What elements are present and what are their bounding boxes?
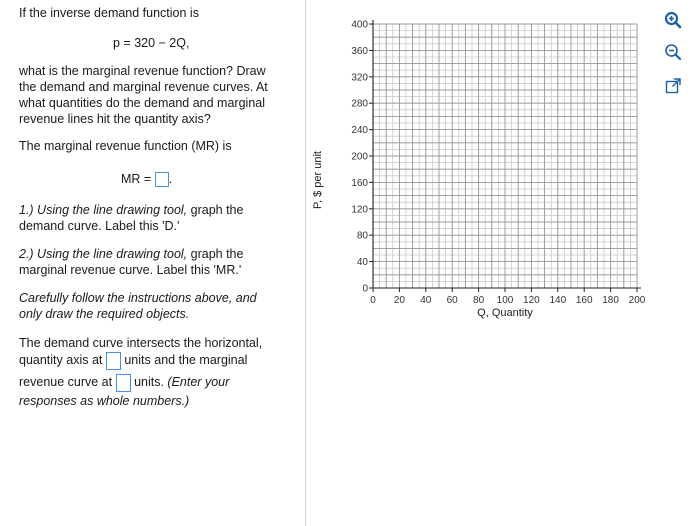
demand-intercept-input[interactable] [106, 352, 121, 370]
prompt-line: the demand and marginal revenue curves. At [19, 80, 268, 94]
zoom-out-icon [664, 43, 682, 61]
x-tick-label: 60 [446, 295, 458, 306]
y-tick-label: 400 [351, 19, 368, 31]
zoom-out-button[interactable] [662, 41, 684, 63]
x-tick-label: 20 [393, 295, 405, 306]
prompt-line: what quantities do the demand and marginal [19, 96, 265, 110]
intersect-line3 [19, 372, 229, 392]
intro-text: If the inverse demand function is [19, 6, 199, 20]
y-tick-label: 120 [351, 204, 368, 216]
mr-intercept-input[interactable] [116, 374, 131, 392]
y-tick-label: 40 [356, 257, 368, 269]
x-tick-label: 100 [496, 295, 514, 306]
x-tick-label: 40 [420, 295, 432, 306]
x-tick-label: 120 [523, 295, 540, 306]
mr-label: MR = [121, 172, 152, 186]
intersect-b-pre: revenue curve at [19, 375, 113, 389]
y-tick-label: 160 [351, 177, 368, 189]
step1-line2: demand curve. Label this 'D.' [19, 219, 180, 233]
intersect-line1: The demand curve intersects the horizontal, [19, 336, 263, 350]
step2-line [19, 247, 243, 263]
step1-line [19, 203, 243, 219]
x-tick-label: 140 [549, 295, 567, 306]
mr-answer-input[interactable] [155, 172, 169, 187]
popout-icon [664, 77, 682, 95]
careful-line: Carefully follow the instructions above, and [19, 291, 257, 305]
x-tick-label: 200 [628, 295, 646, 306]
y-tick-label: 0 [362, 283, 368, 295]
y-tick-label: 280 [351, 98, 368, 110]
intersect-a-post: units and the marginal [124, 353, 248, 367]
x-axis-title: Q, Quantity [477, 307, 533, 319]
y-tick-label: 240 [351, 125, 368, 137]
question-panel [0, 0, 306, 526]
intersect-b-post: units. [130, 375, 164, 389]
intersect-last: responses as whole numbers.) [19, 394, 190, 408]
intersect-b-italic: (Enter your [163, 375, 230, 389]
step1-italic: 1.) Using the line drawing tool, [19, 203, 188, 217]
careful-line: only draw the required objects. [19, 307, 190, 321]
y-axis-title: P, $ per unit [312, 151, 324, 209]
prompt-line: revenue lines hit the quantity axis? [19, 112, 211, 126]
popout-button[interactable] [662, 75, 684, 97]
x-tick-label: 80 [473, 295, 485, 306]
step2-line2: marginal revenue curve. Label this 'MR.' [19, 263, 242, 277]
y-tick-label: 80 [356, 230, 368, 242]
y-tick-label: 320 [351, 72, 368, 84]
mr-intro-text: The marginal revenue function (MR) is [19, 139, 232, 153]
mr-suffix: . [168, 172, 173, 186]
step1-rest: graph the [187, 203, 244, 217]
mr-equation [121, 172, 172, 187]
prompt-line: what is the marginal revenue function? Draw [19, 64, 266, 78]
x-tick-label: 160 [575, 295, 593, 306]
x-tick-label: 0 [370, 295, 376, 306]
intersect-a-pre: quantity axis at [19, 353, 103, 367]
demand-equation: p = 320 − 2Q, [113, 36, 190, 50]
step2-rest: graph the [187, 247, 244, 261]
intersect-line2 [19, 350, 247, 370]
zoom-in-button[interactable] [662, 9, 684, 31]
y-tick-label: 360 [351, 45, 368, 57]
x-tick-label: 180 [602, 295, 619, 306]
zoom-in-icon [664, 11, 682, 29]
step2-italic: 2.) Using the line drawing tool, [19, 247, 188, 261]
y-tick-label: 200 [351, 151, 368, 163]
